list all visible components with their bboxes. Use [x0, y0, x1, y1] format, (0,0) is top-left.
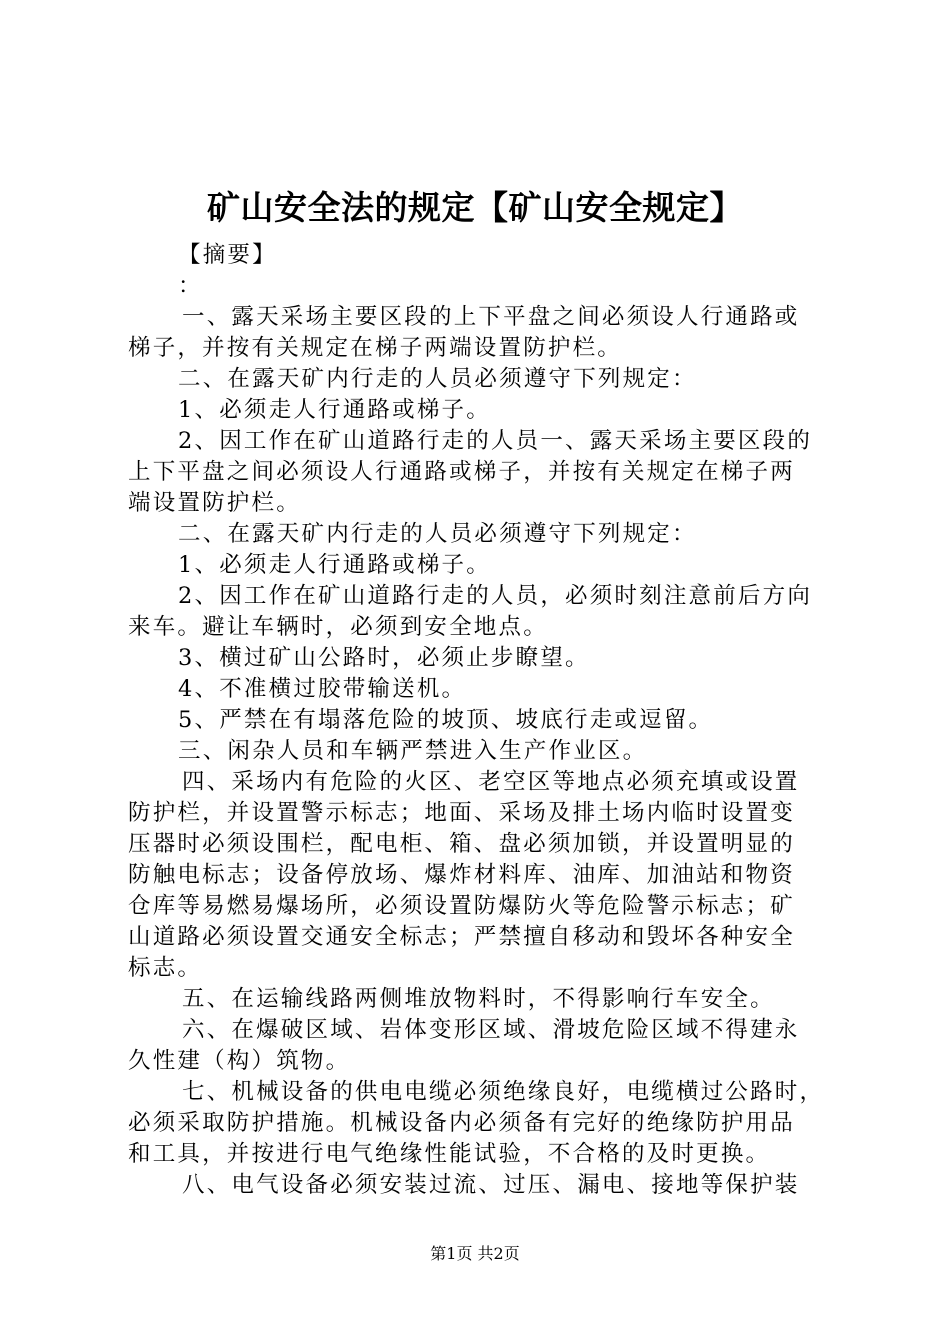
paragraph-line: 山道路必须设置交通安全标志；严禁擅自移动和毁坏各种安全: [128, 924, 795, 950]
paragraph-line: 八、电气设备必须安装过流、过压、漏电、接地等保护装: [182, 1172, 800, 1198]
paragraph-line: 七、机械设备的供电电缆必须绝缘良好，电缆横过公路时，: [182, 1079, 825, 1105]
paragraph-line: 四、采场内有危险的火区、老空区等地点必须充填或设置: [182, 769, 800, 795]
document-title: 矿山安全法的规定【矿山安全规定】: [207, 188, 743, 227]
paragraph-line: 2、因工作在矿山道路行走的人员一、露天采场主要区段的: [178, 428, 813, 454]
document-body: [128, 240, 834, 1201]
paragraph-line: 二、在露天矿内行走的人员必须遵守下列规定：: [178, 366, 697, 392]
paragraph-line: 五、在运输线路两侧堆放物料时，不得影响行车安全。: [182, 986, 775, 1012]
paragraph-line: 端设置防护栏。: [128, 490, 301, 516]
paragraph-line: 三、闲杂人员和车辆严禁进入生产作业区。: [178, 738, 648, 764]
paragraph-line: 1、必须走人行通路或梯子。: [178, 552, 491, 578]
paragraph-line: 防护栏，并设置警示标志；地面、采场及排土场内临时设置变: [128, 800, 795, 826]
paragraph-line: 和工具，并按进行电气绝缘性能试验，不合格的及时更换。: [128, 1141, 771, 1167]
paragraph-line: 压器时必须设围栏，配电柜、箱、盘必须加锁，并设置明显的: [128, 831, 795, 857]
paragraph-line: 梯子，并按有关规定在梯子两端设置防护栏。: [128, 335, 623, 361]
paragraph-line: 2、因工作在矿山道路行走的人员，必须时刻注意前后方向: [178, 583, 813, 609]
page-footer: 第1页 共2页: [430, 1244, 520, 1263]
paragraph-line: 防触电标志；设备停放场、爆炸材料库、油库、加油站和物资: [128, 862, 795, 888]
paragraph-line: 仓库等易燃易爆场所，必须设置防爆防火等危险警示标志；矿: [128, 893, 795, 919]
paragraph-line: 上下平盘之间必须设人行通路或梯子，并按有关规定在梯子两: [128, 459, 795, 485]
paragraph-line: 二、在露天矿内行走的人员必须遵守下列规定：: [178, 521, 697, 547]
paragraph-line: 来车。避让车辆时，必须到安全地点。: [128, 614, 548, 640]
paragraph-line: 3、横过矿山公路时，必须止步瞭望。: [178, 645, 590, 671]
abstract-colon: ：: [178, 273, 203, 299]
paragraph-line: 标志。: [128, 955, 203, 981]
paragraph-line: 4、不准横过胶带输送机。: [178, 676, 467, 702]
paragraph-line: 1、必须走人行通路或梯子。: [178, 397, 491, 423]
paragraph-line: 久性建（构）筑物。: [128, 1048, 351, 1074]
paragraph-line: 5、严禁在有塌落危险的坡顶、坡底行走或逗留。: [178, 707, 714, 733]
paragraph-line: 一、露天采场主要区段的上下平盘之间必须设人行通路或: [182, 304, 800, 330]
paragraph-line: 必须采取防护措施。机械设备内必须备有完好的绝缘防护用品: [128, 1110, 795, 1136]
paragraph-line: 六、在爆破区域、岩体变形区域、滑坡危险区域不得建永: [182, 1017, 800, 1043]
abstract-heading: 【摘要】: [178, 242, 277, 268]
